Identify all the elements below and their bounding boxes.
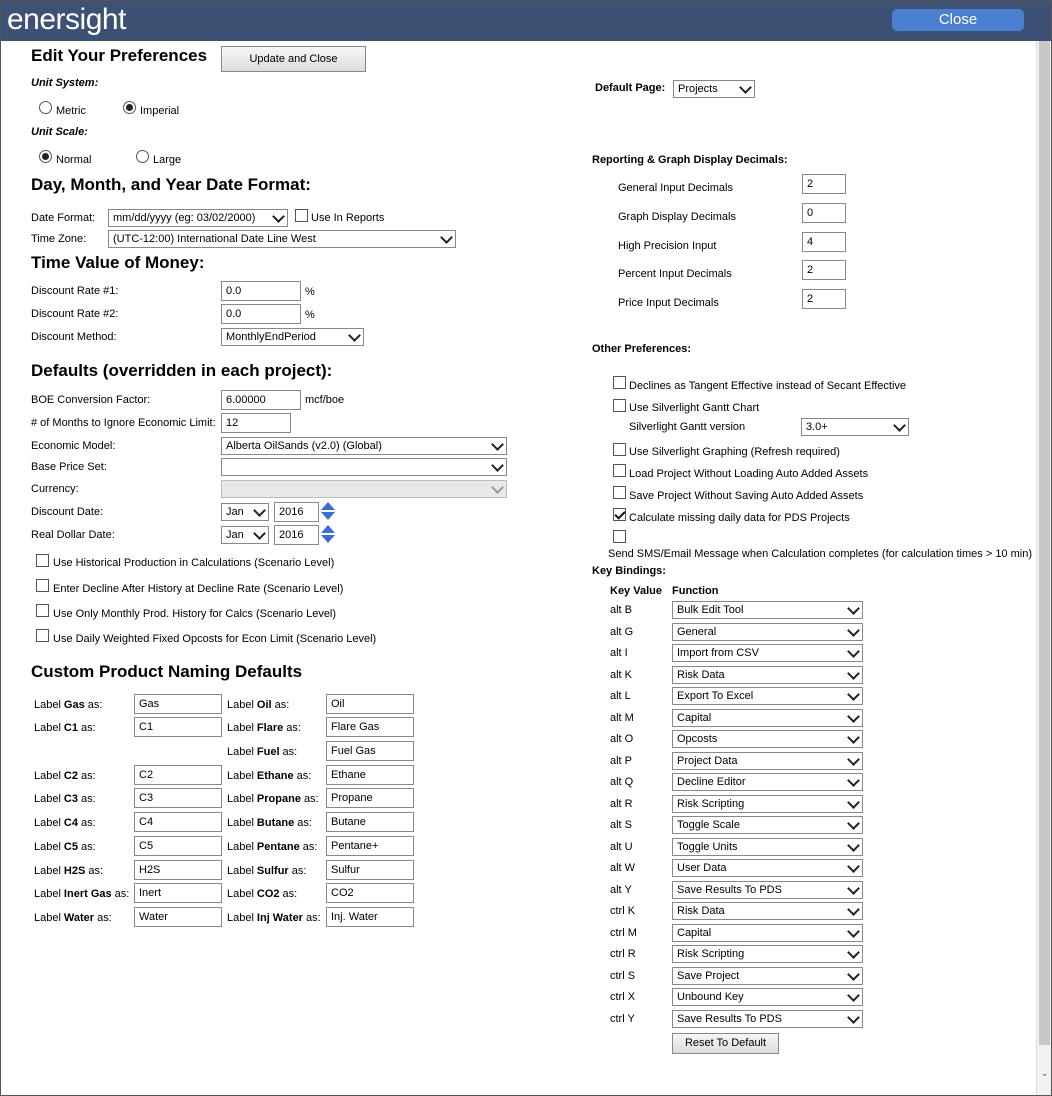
chevron-down-icon xyxy=(491,481,504,494)
date-format-select[interactable] xyxy=(108,209,288,227)
silverlight-graphing-label: Use Silverlight Graphing (Refresh required) xyxy=(629,446,840,458)
decimals-row-label: High Precision Input xyxy=(618,240,717,252)
page-title: Edit Your Preferences xyxy=(31,46,208,65)
product-name: Water xyxy=(63,912,95,924)
naming-label xyxy=(227,793,319,805)
label-word: Label xyxy=(227,722,254,734)
as-word: as: xyxy=(291,865,307,877)
chevron-down-icon xyxy=(847,645,860,658)
key-value: alt M xyxy=(610,711,634,724)
gantt-version-select[interactable] xyxy=(801,418,909,436)
chevron-down-icon xyxy=(847,688,860,701)
product-name: C3 xyxy=(63,793,78,805)
date-format-heading: Day, Month, and Year Date Format: xyxy=(31,175,311,194)
key-function-value: Decline Editor xyxy=(677,776,746,788)
calc-daily-data-label: Calculate missing daily data for PDS Projects xyxy=(629,512,850,524)
key-function-select[interactable] xyxy=(672,773,863,791)
update-and-close-button[interactable]: Update and Close xyxy=(221,46,366,72)
key-value: alt Y xyxy=(610,883,632,896)
as-word: as: xyxy=(80,817,96,829)
label-word: Label xyxy=(227,888,254,900)
chevron-down-icon xyxy=(440,231,453,244)
as-word: as: xyxy=(80,793,96,805)
key-function-value: Risk Scripting xyxy=(677,948,745,960)
label-word: Label xyxy=(34,770,61,782)
key-function-value: Bulk Edit Tool xyxy=(677,604,744,616)
decimals-input[interactable]: 2 xyxy=(802,260,846,280)
key-function-select[interactable] xyxy=(672,666,863,684)
naming-heading: Custom Product Naming Defaults xyxy=(31,662,303,681)
key-function-select[interactable] xyxy=(672,902,863,920)
key-function-select[interactable] xyxy=(672,988,863,1006)
naming-label xyxy=(34,722,96,734)
as-word: as: xyxy=(305,912,321,924)
large-label: Large xyxy=(153,154,182,166)
default-page-value: Projects xyxy=(678,83,718,95)
product-name: H2S xyxy=(63,865,86,877)
label-word: Label xyxy=(227,746,254,758)
radio-large[interactable] xyxy=(136,150,149,163)
scrollbar-thumb[interactable] xyxy=(1039,41,1050,1045)
product-name: Inert Gas xyxy=(63,888,112,900)
key-value: ctrl X xyxy=(610,991,636,1003)
function-header: Function xyxy=(672,585,719,597)
as-word: as: xyxy=(302,841,318,853)
product-name-input[interactable]: Flare Gas xyxy=(326,717,414,737)
key-value: alt I xyxy=(610,647,628,659)
label-word: Label xyxy=(34,865,61,877)
naming-label xyxy=(227,841,317,853)
as-word: as: xyxy=(80,770,96,782)
label-word: Label xyxy=(34,888,61,900)
imperial-label: Imperial xyxy=(140,105,180,117)
discount-month-value: Jan xyxy=(226,506,244,518)
chevron-down-icon xyxy=(847,946,860,959)
as-word: as: xyxy=(87,699,103,711)
as-word: as: xyxy=(286,722,301,734)
product-name-input[interactable]: Oil xyxy=(326,694,414,714)
boe-label: BOE Conversion Factor: xyxy=(31,394,151,406)
declines-tangent-label: Declines as Tangent Effective instead of Secant Effective xyxy=(629,380,907,392)
chevron-down-icon xyxy=(847,753,860,766)
label-word: Label xyxy=(227,841,254,853)
unit-system-label: Unit System: xyxy=(31,77,99,89)
decimals-row-label: Price Input Decimals xyxy=(618,297,719,309)
decimals-input[interactable]: 0 xyxy=(802,203,846,223)
label-word: Label xyxy=(227,865,254,877)
chevron-down-icon xyxy=(847,839,860,852)
key-function-select[interactable] xyxy=(672,967,863,985)
key-function-value: Toggle Units xyxy=(677,840,738,853)
discount-method-label: Discount Method: xyxy=(31,331,117,343)
naming-label xyxy=(227,770,311,782)
boe-unit: mcf/boe xyxy=(305,394,345,406)
decimals-row-label: Percent Input Decimals xyxy=(618,268,732,280)
chevron-down-icon xyxy=(253,504,266,517)
as-word: as: xyxy=(97,912,112,924)
as-word: as: xyxy=(297,817,312,829)
key-value: alt G xyxy=(610,625,634,638)
key-value: ctrl S xyxy=(610,969,636,982)
key-function-select[interactable] xyxy=(672,644,863,662)
chevron-down-icon xyxy=(847,796,860,809)
product-name-input[interactable]: H2S xyxy=(134,860,222,880)
decimals-input[interactable]: 4 xyxy=(802,232,846,252)
reset-to-default-button[interactable]: Reset To Default xyxy=(672,1033,779,1054)
key-value: ctrl K xyxy=(610,905,636,917)
gantt-version-label: Silverlight Gantt version xyxy=(629,421,746,433)
defaults-heading: Defaults (overridden in each project): xyxy=(31,361,333,380)
as-word: as: xyxy=(282,746,298,758)
naming-label xyxy=(34,770,96,782)
decimals-input[interactable]: 2 xyxy=(802,174,846,194)
tvm-heading: Time Value of Money: xyxy=(31,253,205,272)
date-format-label: Date Format: xyxy=(31,212,96,224)
silverlight-graphing-checkbox[interactable] xyxy=(613,443,626,456)
naming-label xyxy=(227,699,289,711)
naming-label xyxy=(34,793,96,805)
save-without-assets-checkbox[interactable] xyxy=(613,486,626,499)
discount-year-input[interactable]: 2016 xyxy=(274,502,319,522)
product-name-input[interactable]: Gas xyxy=(134,694,222,714)
key-value: alt U xyxy=(610,840,633,853)
chevron-down-icon xyxy=(847,667,860,680)
real-year-spinner[interactable] xyxy=(321,525,336,544)
label-word: Label xyxy=(34,699,61,711)
base-price-label: Base Price Set: xyxy=(31,461,107,473)
monthly-history-checkbox[interactable] xyxy=(36,604,49,617)
radio-normal[interactable] xyxy=(39,150,52,163)
key-function-value: Capital xyxy=(677,926,712,939)
currency-label: Currency: xyxy=(31,483,79,495)
key-function-select[interactable] xyxy=(672,752,863,770)
radio-metric[interactable] xyxy=(39,101,52,114)
as-word: as: xyxy=(88,865,104,877)
key-function-value: Project Data xyxy=(677,754,738,767)
chevron-down-icon xyxy=(847,774,860,787)
decimals-heading: Reporting & Graph Display Decimals: xyxy=(592,154,788,166)
as-word: as: xyxy=(296,770,312,782)
months-ignore-label: # of Months to Ignore Economic Limit: xyxy=(31,417,216,429)
chevron-down-icon xyxy=(272,210,285,223)
chevron-down-icon xyxy=(847,710,860,723)
product-name-input[interactable]: C4 xyxy=(134,812,222,832)
percent-unit: % xyxy=(305,286,315,298)
naming-label xyxy=(34,817,96,829)
use-in-reports-checkbox[interactable] xyxy=(295,209,308,222)
label-word: Label xyxy=(227,793,254,805)
time-zone-label: Time Zone: xyxy=(31,233,87,245)
key-function-select[interactable] xyxy=(672,795,863,813)
currency-select[interactable] xyxy=(221,480,507,498)
key-function-select[interactable] xyxy=(672,881,863,899)
product-name: C5 xyxy=(63,841,78,853)
product-name-input[interactable]: Butane xyxy=(326,812,414,832)
date-format-value: mm/dd/yyyy (eg: 03/02/2000) xyxy=(113,212,256,224)
chevron-down-icon xyxy=(739,81,752,94)
key-value-header: Key Value xyxy=(610,585,662,597)
product-name: Ethane xyxy=(256,770,294,782)
product-name-input[interactable]: Pentane+ xyxy=(326,836,414,856)
product-name-input[interactable]: Sulfur xyxy=(326,860,414,880)
key-value: alt K xyxy=(610,668,633,681)
economic-model-label: Economic Model: xyxy=(31,440,116,452)
key-function-select[interactable] xyxy=(672,945,863,963)
product-name-input[interactable]: Fuel Gas xyxy=(326,741,414,761)
as-word: as: xyxy=(274,699,290,711)
real-month-select[interactable] xyxy=(221,526,269,544)
product-name: Gas xyxy=(63,699,85,711)
chevron-down-icon xyxy=(847,968,860,981)
chevron-down-icon xyxy=(253,527,266,540)
base-price-select[interactable] xyxy=(221,458,507,476)
real-dollar-date-label: Real Dollar Date: xyxy=(31,529,115,541)
percent-unit: % xyxy=(305,309,315,321)
key-function-select[interactable] xyxy=(672,924,863,942)
discount-rate-2-label: Discount Rate #2: xyxy=(31,308,119,320)
daily-weighted-opcosts-label: Use Daily Weighted Fixed Opcosts for Econ Limit (Scenario Level) xyxy=(53,633,377,645)
key-function-value: Import from CSV xyxy=(677,647,759,659)
label-word: Label xyxy=(34,817,61,829)
calc-daily-data-checkbox[interactable] xyxy=(613,508,626,521)
sms-email-label: Send SMS/Email Message when Calculation completes (for calculation times > 10 min) xyxy=(608,548,1032,560)
product-name: C2 xyxy=(63,770,78,782)
key-value: alt W xyxy=(610,862,636,874)
sms-email-checkbox[interactable] xyxy=(613,530,626,543)
monthly-history-label: Use Only Monthly Prod. History for Calcs (Scenario Level) xyxy=(53,608,337,620)
label-word: Label xyxy=(227,817,254,829)
naming-label xyxy=(34,912,112,924)
product-name-input[interactable]: Inert xyxy=(134,883,222,903)
key-function-select[interactable] xyxy=(672,816,863,834)
product-name-input[interactable]: Ethane xyxy=(326,765,414,785)
key-function-select[interactable] xyxy=(672,687,863,705)
as-word: as: xyxy=(80,722,96,734)
gantt-version-value: 3.0+ xyxy=(806,421,828,433)
chevron-down-icon xyxy=(847,602,860,615)
discount-year-spinner[interactable] xyxy=(321,502,336,521)
key-function-value: General xyxy=(677,625,717,638)
naming-label xyxy=(227,865,306,877)
key-function-value: Opcosts xyxy=(677,733,718,745)
decline-after-history-checkbox[interactable] xyxy=(36,579,49,592)
daily-weighted-opcosts-checkbox[interactable] xyxy=(36,629,49,642)
naming-label xyxy=(34,888,129,900)
product-name: Inj Water xyxy=(256,912,303,924)
key-function-select[interactable] xyxy=(672,859,863,877)
chevron-down-icon xyxy=(847,624,860,637)
key-function-select[interactable] xyxy=(672,730,863,748)
product-name: Butane xyxy=(256,817,295,829)
real-month-value: Jan xyxy=(226,529,244,541)
key-function-value: Toggle Scale xyxy=(677,819,740,831)
product-name: Flare xyxy=(256,722,284,734)
chevron-down-icon xyxy=(847,925,860,938)
vertical-scrollbar[interactable] xyxy=(1036,41,1052,1096)
historical-production-checkbox[interactable] xyxy=(36,554,49,567)
key-function-value: Risk Data xyxy=(677,905,725,917)
key-value: alt O xyxy=(610,733,634,745)
label-word: Label xyxy=(34,841,61,853)
product-name-input[interactable]: C1 xyxy=(134,717,222,737)
discount-month-select[interactable] xyxy=(221,503,269,521)
chevron-down-icon xyxy=(348,329,361,342)
label-word: Label xyxy=(227,770,254,782)
key-value: ctrl R xyxy=(610,948,636,960)
key-function-value: Save Project xyxy=(677,969,740,982)
default-page-select[interactable] xyxy=(673,80,755,98)
naming-label xyxy=(227,746,297,758)
as-word: as: xyxy=(303,793,319,805)
key-value: alt S xyxy=(610,819,633,831)
key-function-select[interactable] xyxy=(672,601,863,619)
chevron-down-icon xyxy=(893,419,906,432)
key-value: alt R xyxy=(610,797,633,810)
default-page-label: Default Page: xyxy=(595,82,666,94)
chevron-down-icon xyxy=(847,903,860,916)
naming-label xyxy=(34,699,102,711)
spin-down-icon[interactable] xyxy=(321,535,335,543)
naming-label xyxy=(34,865,103,877)
key-function-value: Risk Scripting xyxy=(677,797,745,810)
key-value: ctrl M xyxy=(610,926,637,939)
key-function-select[interactable] xyxy=(672,838,863,856)
economic-model-select[interactable] xyxy=(221,437,507,455)
naming-label xyxy=(34,841,96,853)
product-name: Sulfur xyxy=(256,865,289,877)
silverlight-gantt-label: Use Silverlight Gantt Chart xyxy=(629,402,760,414)
naming-label xyxy=(227,722,301,734)
decimals-row-label: Graph Display Decimals xyxy=(618,211,736,223)
label-word: Label xyxy=(227,699,254,711)
title-bar xyxy=(1,1,1051,41)
decimals-input[interactable]: 2 xyxy=(802,289,846,309)
product-name: CO2 xyxy=(256,888,280,900)
product-name: Oil xyxy=(256,699,272,711)
key-function-value: Save Results To PDS xyxy=(677,1012,782,1025)
key-function-value: User Data xyxy=(677,862,727,874)
discount-rate-1-label: Discount Rate #1: xyxy=(31,285,119,297)
chevron-down-icon xyxy=(847,731,860,744)
product-name-input[interactable]: CO2 xyxy=(326,883,414,903)
discount-rate-1-input[interactable]: 0.0 xyxy=(221,281,301,301)
load-without-assets-checkbox[interactable] xyxy=(613,464,626,477)
key-function-value: Capital xyxy=(677,711,712,724)
product-name-input[interactable]: C2 xyxy=(134,765,222,785)
naming-label xyxy=(227,912,321,924)
chevron-down-icon xyxy=(847,989,860,1002)
spin-up-icon[interactable] xyxy=(321,525,335,533)
product-name-input[interactable]: Inj. Water xyxy=(326,907,414,927)
key-value: ctrl Y xyxy=(610,1012,635,1025)
product-name-input[interactable]: Water xyxy=(134,907,222,927)
product-name: C1 xyxy=(63,722,78,734)
chevron-down-icon xyxy=(491,438,504,451)
spin-down-icon[interactable] xyxy=(321,512,335,520)
real-year-input[interactable]: 2016 xyxy=(274,525,319,545)
discount-method-select[interactable] xyxy=(221,328,364,346)
key-function-value: Export To Excel xyxy=(677,690,754,702)
discount-date-label: Discount Date: xyxy=(31,506,104,518)
key-value: alt P xyxy=(610,754,633,767)
label-word: Label xyxy=(34,722,61,734)
months-ignore-input[interactable]: 12 xyxy=(221,413,291,433)
economic-model-value: Alberta OilSands (v2.0) (Global) xyxy=(226,440,382,452)
spin-up-icon[interactable] xyxy=(321,502,335,510)
as-word: as: xyxy=(114,888,130,900)
as-word: as: xyxy=(80,841,96,853)
key-value: alt L xyxy=(610,690,631,702)
metric-label: Metric xyxy=(56,105,86,117)
key-function-value: Risk Data xyxy=(677,668,725,681)
boe-input[interactable]: 6.00000 xyxy=(221,390,301,410)
historical-production-label: Use Historical Production in Calculations (Scenario Level) xyxy=(53,557,335,569)
naming-label xyxy=(227,888,297,900)
unit-scale-label: Unit Scale: xyxy=(31,126,88,138)
product-name-input[interactable]: C5 xyxy=(134,836,222,856)
normal-label: Normal xyxy=(56,154,92,166)
enersight-logo: enersight xyxy=(7,3,126,36)
product-name: Pentane xyxy=(256,841,300,853)
decimals-row-label: General Input Decimals xyxy=(618,182,733,194)
label-word: Label xyxy=(227,912,254,924)
label-word: Label xyxy=(34,793,61,805)
chevron-down-icon xyxy=(847,1011,860,1024)
product-name-input[interactable]: Propane xyxy=(326,788,414,808)
use-in-reports-label: Use In Reports xyxy=(311,212,385,224)
declines-tangent-checkbox[interactable] xyxy=(613,376,626,389)
chevron-down-icon xyxy=(847,882,860,895)
time-zone-select[interactable] xyxy=(108,230,456,248)
key-bindings-heading: Key Bindings: xyxy=(592,565,666,577)
other-preferences-heading: Other Preferences: xyxy=(592,343,692,355)
key-value: alt Q xyxy=(610,776,634,788)
product-name: C4 xyxy=(63,817,78,829)
key-value: alt B xyxy=(610,604,633,616)
scroll-down-icon[interactable]: ⌄ xyxy=(1040,1068,1049,1078)
radio-imperial[interactable] xyxy=(123,101,136,114)
key-function-select[interactable] xyxy=(672,623,863,641)
naming-label xyxy=(227,817,312,829)
save-without-assets-label: Save Project Without Saving Auto Added Assets xyxy=(629,490,864,502)
decline-after-history-label: Enter Decline After History at Decline Rate (Scenario Level) xyxy=(53,583,344,595)
key-function-select[interactable] xyxy=(672,709,863,727)
discount-method-value: MonthlyEndPeriod xyxy=(226,331,316,343)
key-function-value: Unbound Key xyxy=(677,991,744,1003)
key-function-select[interactable] xyxy=(672,1010,863,1028)
load-without-assets-label: Load Project Without Loading Auto Added Assets xyxy=(629,468,869,480)
product-name: Fuel xyxy=(256,746,280,758)
key-function-value: Save Results To PDS xyxy=(677,883,782,896)
discount-rate-2-input[interactable]: 0.0 xyxy=(221,304,301,324)
time-zone-value: (UTC-12:00) International Date Line West xyxy=(113,233,316,245)
product-name: Propane xyxy=(256,793,301,805)
label-word: Label xyxy=(34,912,61,924)
chevron-down-icon xyxy=(847,860,860,873)
silverlight-gantt-checkbox[interactable] xyxy=(613,399,626,412)
chevron-down-icon xyxy=(491,459,504,472)
product-name-input[interactable]: C3 xyxy=(134,788,222,808)
chevron-down-icon xyxy=(847,817,860,830)
as-word: as: xyxy=(282,888,298,900)
close-button[interactable]: Close xyxy=(892,9,1024,31)
